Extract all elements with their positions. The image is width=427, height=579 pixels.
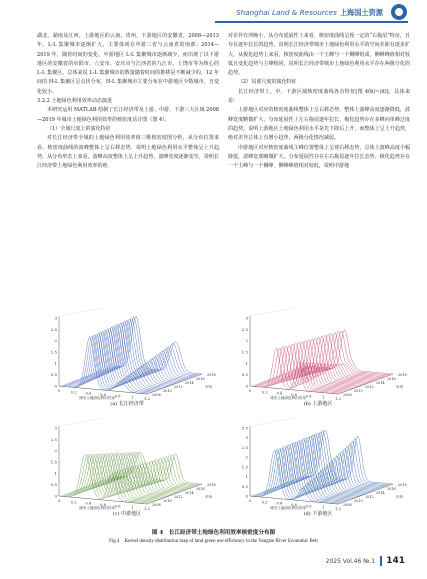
paragraph: （2）局部尺度的演化特征 [238,79,297,86]
surface-plot [37,418,217,510]
y-tick-label: 2012 [174,385,183,389]
z-tick-label: 0 [54,493,57,499]
z-tick-label: 0.5 [241,372,248,378]
z-tick-label: 3 [245,315,248,321]
z-tick-label: 1.5 [50,459,57,465]
density-curve [253,348,341,393]
z-tick-label: 0.5 [50,372,57,378]
x-tick-label: 1.2 [144,507,150,510]
paragraph: 对差异有所缩小，从分布延展性上来看，核密度曲线呈现一定的“右拖尾”特征，且存在逐年拉长的趋势，说明长江经济带城市土地绿色利用水平的空间差距有逐步扩大，从极化趋势上来看，核密度曲线由一个主峰与一个侧峰组成，侧峰峰值相对较低且变化趋势与主峰相同，说明长江经济带城市土地绿色利用水平存在两极分化的趋势。 [228,33,410,77]
y-tick-label: 2014 [376,381,385,385]
paragraph: 中游地区对应核密度曲线主峰位置整体上呈现右移态势，总体上波峰高度小幅降低，波峰宽度略微扩大，分布延展性存在左右拖尾逐年拉长态势，极化趋势存在一个主峰与一个侧峰，侧峰峰值相对较低，说明中游地 [228,144,410,170]
x-axis-label: 城市土地绿色利用效率 [79,506,115,510]
x-tick-label: 0.2 [70,500,77,505]
x-tick-label: 0.8 [305,504,312,509]
x-tick-label: 0.4 [85,501,92,506]
x-tick-label: 0.2 [261,500,268,505]
paragraph: 上游地区对应的核密度曲线整体上呈右移态势，整体上波峰高度逐渐降低，波峰宽度略微扩大，分布延展性上左右拖尾逐年拉长，极化趋势存在多峰向单峰过度的趋势，说明上游地区土地绿色利用水平是先下降后上升，而整体上呈上升趋势，绝对差异总体上有增小趋势，两极分化情况减弱。 [228,107,410,142]
x-tick-label: 1.2 [335,507,341,510]
y-tick-label: 2018 [207,373,216,377]
z-tick-label: 3 [54,425,57,431]
z-tick-label: 3 [245,435,248,441]
journal-title: Shanghai Land & Resources 上海国土资源 [236,8,383,17]
z-tick-label: 0 [245,383,248,389]
y-tick-label: 2010 [354,389,363,393]
x-tick-label: 0 [57,499,61,503]
x-tick-label: 0.4 [276,391,283,396]
x-tick-label: 0.6 [100,393,106,397]
x-tick-label: 1.2 [144,397,150,400]
z-tick-label: 2.5 [50,326,57,332]
y-tick-label: 2016 [196,487,205,491]
page-number: 141 [380,556,405,566]
x-tick-label: 0.8 [114,504,121,509]
z-tick-label: 2 [245,338,248,344]
y-tick-label: 2008 [343,393,352,397]
page-footer [326,556,405,566]
z-tick-label: 2 [54,338,57,344]
y-tick-label: 2010 [354,499,363,503]
journal-logo-icon [391,4,407,20]
y-tick-label: 2016 [196,377,205,381]
x-tick-label: 0.6 [100,503,106,507]
y-tick-label: 2012 [365,495,374,499]
z-tick-label: 1.5 [50,349,57,355]
z-tick-label: 3.5 [241,425,248,431]
y-axis-label: 年份 [205,495,213,499]
z-tick-label: 2 [245,454,248,460]
y-tick-label: 2014 [185,381,194,385]
panel-label: (a) 长江经济带 [110,401,144,407]
y-tick-label: 2008 [152,393,161,397]
z-tick-label: 3 [54,315,57,321]
x-tick-label: 1 [322,395,325,400]
right-text-column [228,32,410,171]
z-tick-label: 2.5 [50,436,57,442]
x-tick-label: 0.4 [85,391,92,396]
z-tick-label: 1 [245,474,248,480]
y-tick-label: 2018 [207,483,216,487]
left-text-column [37,32,219,171]
z-tick-label: 0.5 [241,483,248,489]
figure-caption-en: Fig.4 Kernel density distribution map of land green use efficiency in the Yangtze River Economic Belt [109,539,318,544]
z-tick-label: 0.5 [50,482,57,488]
x-tick-label: 0.4 [276,501,283,506]
panel-c [37,418,217,522]
y-tick-label: 2008 [152,503,161,507]
y-axis-label: 年份 [205,385,213,389]
figure-4 [37,308,407,528]
density-curve [287,437,375,491]
x-tick-label: 0 [57,389,61,393]
y-axis-label: 年份 [396,385,404,389]
paragraph: 3.2.2 土地绿色利用效率动态演进 [37,98,113,105]
y-tick-label: 2016 [387,487,396,491]
panel-label: (b) 上游地区 [303,401,333,407]
x-tick-label: 0.2 [70,390,77,395]
y-tick-label: 2010 [163,389,172,393]
z-tick-label: 1 [245,360,248,366]
y-tick-label: 2014 [185,491,194,495]
y-axis-label: 年份 [396,495,404,499]
z-tick-label: 1.5 [241,464,248,470]
panel-b [228,308,408,412]
x-axis-label: 城市土地绿色利用效率 [270,506,306,510]
header-rule [215,21,408,23]
z-tick-label: 0 [54,383,57,389]
panel-label: (c) 中游地区 [112,511,142,517]
y-tick-label: 2014 [376,491,385,495]
x-tick-label: 0.8 [305,394,312,399]
paragraph: 本研究运用 MATLAB 绘制了长江经济带及上游、中游、下游三大区域 2008—2019 年城市土地绿色利用效率的核密度估计图（图 4）。 [37,107,219,123]
z-tick-label: 2.5 [241,444,248,450]
z-tick-label: 1 [54,470,57,476]
paragraph: 湖北、湖南及江西，上游地区的云南、贵州，下游地区的安徽省，2008—2013 年，L-L 集聚城市逐渐扩大，主要体现在中游三省与云南省的南部；2014—2019 年，随着时间的变化，中游地区 L-L 集聚城市逐渐减少，而出现了以下游地区的安徽省的阜阳市、六安市、安庆市与江西省的九江市、上饶市等为核心的 L-L 集聚区。总体来说 L-L 集聚城市的数量随着时间的推移是不断减少的，12 年间的 H-L 集聚区呈点状分布，H-L 集聚城市主要分布在中游地区少数城市，且变化较小。 [37,33,219,95]
surface-plot [228,418,408,510]
x-axis-label: 城市土地绿色利用效率 [79,396,115,400]
x-tick-label: 1 [322,505,325,510]
x-tick-label: 0.6 [291,393,297,397]
x-tick-label: 0 [248,499,252,503]
y-tick-label: 2012 [365,385,374,389]
panel-d [228,418,408,522]
y-tick-label: 2016 [387,377,396,381]
x-tick-label: 0.8 [114,394,121,399]
y-tick-label: 2018 [398,483,407,487]
x-tick-label: 1 [131,395,134,400]
surface-plot [228,308,408,400]
z-tick-label: 0 [245,493,248,499]
z-tick-label: 2 [54,448,57,454]
x-tick-label: 1 [131,505,134,510]
x-tick-label: 1.2 [335,397,341,400]
density-curve [250,348,338,394]
panel-label: (d) 下游地区 [303,511,333,517]
y-tick-label: 2010 [163,499,172,503]
z-tick-label: 1 [54,360,57,366]
x-tick-label: 0 [248,389,252,393]
surface-plot [37,308,217,400]
x-axis-label: 城市土地绿色利用效率 [270,396,306,400]
paragraph: 长江经济带上、中、下游区域核密度曲线各有特征[图 4(b)~(d)]，具体来看： [228,88,410,105]
volume-info: 2025 Vol.46 №.1 [325,558,376,565]
paragraph: 对长江经济带全域的土地绿色利用效率值三维核密度图分析，从分布位置来看，核密度曲线的波峰整体上呈右移态势，说明土地绿色利用水平整体呈上升趋势，从分布形态上来看，波峰高度整体上呈上升趋势，波峰宽度逐渐变窄，说明长江经济带土地绿色利用效率的绝 [37,135,219,170]
x-tick-label: 0.2 [261,390,268,395]
y-tick-label: 2018 [398,373,407,377]
z-tick-label: 2.5 [241,326,248,332]
panel-a [37,308,217,412]
z-tick-label: 1.5 [241,349,248,355]
figure-caption-cn: 图 4 长江经济带土地绿色利用效率核密度分布图 [151,530,276,536]
y-tick-label: 2008 [343,503,352,507]
x-tick-label: 0.6 [291,503,297,507]
y-tick-label: 2012 [174,495,183,499]
density-curve [59,337,147,394]
page-header [0,0,427,24]
paragraph: （1）全域尺度上的演化特征 [47,125,111,132]
density-curve [289,436,377,490]
